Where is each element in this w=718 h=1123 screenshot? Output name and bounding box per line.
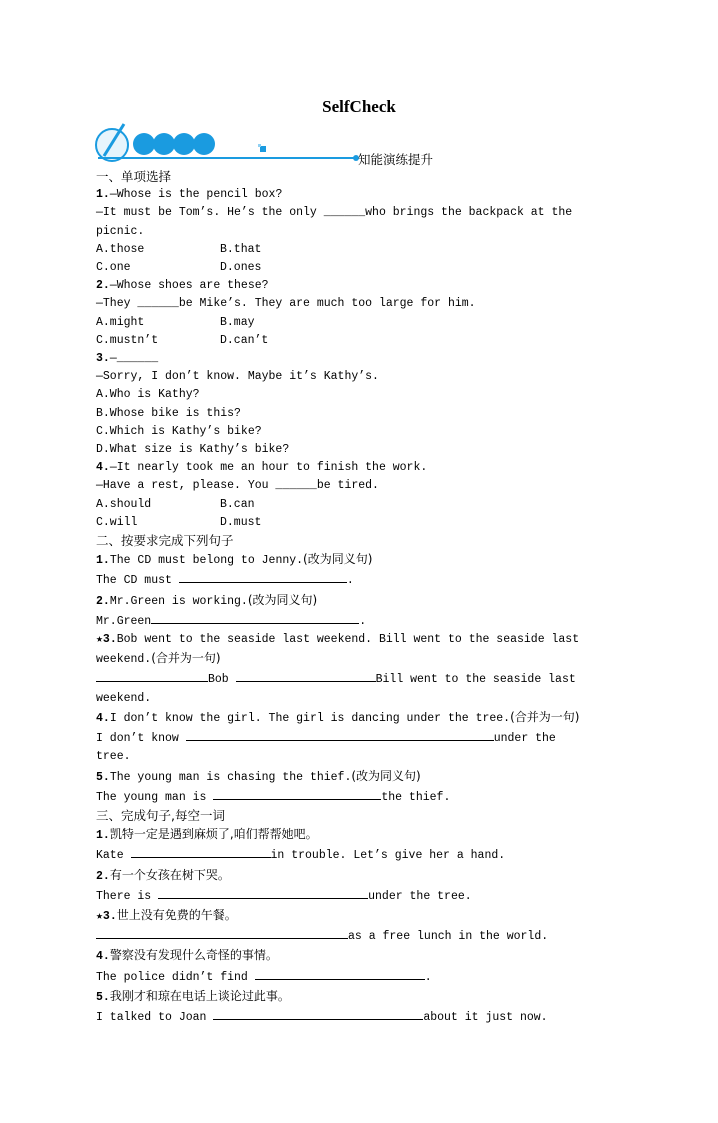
s2-item3-answer-end: weekend.	[96, 691, 152, 705]
s2-item3-prompt: ★3.Bob went to the seaside last weekend. Bill went to the seaside last	[96, 633, 580, 647]
answer-blank[interactable]	[96, 669, 208, 682]
banner-dot-1	[133, 133, 155, 155]
answer-blank[interactable]	[213, 787, 381, 800]
q2-reply: —They ______be Mike’s. They are much too large for him.	[96, 297, 476, 311]
section-1-heading: 一、单项选择	[96, 169, 172, 184]
q3-reply: —Sorry, I don’t know. Maybe it’s Kathy’s.	[96, 370, 379, 384]
q2-options-cd: C.mustn’t D.can’t	[96, 333, 269, 347]
s3-item4-answer: The police didn’t find .	[96, 967, 608, 987]
q4-reply: —Have a rest, please. You ______be tired.	[96, 479, 379, 493]
q3-option-d: D.What size is Kathy’s bike?	[96, 443, 290, 457]
q1-options-ab: A.those B.that	[96, 242, 262, 256]
q3-option-a: A.Who is Kathy?	[96, 388, 200, 402]
q3-prompt: 3.—______	[96, 352, 159, 366]
answer-blank[interactable]	[213, 1007, 423, 1020]
s2-item3-prompt-end: weekend.(合并为一句)	[96, 651, 221, 667]
banner-square-small	[258, 144, 261, 147]
s2-item4-prompt: 4.I don’t know the girl. The girl is dancing under the tree.(合并为一句)	[96, 709, 580, 725]
banner-label: 知能演练提升	[358, 152, 434, 167]
s2-item5-prompt: 5.The young man is chasing the thief.(改为同义句)	[96, 768, 421, 784]
s3-item3-answer: as a free lunch in the world.	[96, 926, 608, 946]
s2-item1-prompt: 1.The CD must belong to Jenny.(改为同义句)	[96, 552, 373, 568]
q1-prompt: 1.—Whose is the pencil box?	[96, 188, 283, 202]
q4-prompt: 4.—It nearly took me an hour to finish the work.	[96, 461, 428, 475]
q4-options-cd: C.will D.must	[96, 515, 262, 529]
s2-item5-answer: The young man is the thief.	[96, 787, 608, 807]
q1-options-cd: C.one D.ones	[96, 261, 262, 275]
s3-item1-answer: Kate in trouble. Let’s give her a hand.	[96, 845, 608, 865]
s3-item2-answer: There is under the tree.	[96, 886, 608, 906]
s3-item1-prompt: 1.凯特一定是遇到麻烦了,咱们帮帮她吧。	[96, 827, 318, 843]
s3-item5-answer: I talked to Joan about it just now.	[96, 1007, 608, 1027]
answer-blank[interactable]	[236, 669, 376, 682]
s3-item2-prompt: 2.有一个女孩在树下哭。	[96, 867, 230, 883]
answer-blank[interactable]	[179, 570, 347, 583]
answer-blank[interactable]	[255, 967, 425, 980]
q2-prompt: 2.—Whose shoes are these?	[96, 279, 269, 293]
q3-option-c: C.Which is Kathy’s bike?	[96, 424, 262, 438]
answer-blank[interactable]	[158, 886, 368, 899]
s2-item4-answer: I don’t know under the	[96, 728, 608, 748]
answer-blank[interactable]	[151, 611, 359, 624]
s2-item3-answer: Bob Bill went to the seaside last	[96, 669, 608, 689]
s2-item2-answer: Mr.Green .	[96, 611, 608, 631]
s2-item4-answer-end: tree.	[96, 750, 131, 764]
q3-option-b: B.Whose bike is this?	[96, 406, 241, 420]
section-3-heading: 三、完成句子,每空一词	[96, 807, 225, 823]
page-title: SelfCheck	[322, 97, 396, 116]
s3-item5-prompt: 5.我刚才和琼在电话上谈论过此事。	[96, 988, 290, 1004]
s2-item1-answer: The CD must .	[96, 570, 608, 590]
q1-reply: —It must be Tom’s. He’s the only ______who brings the backpack at the	[96, 206, 573, 220]
answer-blank[interactable]	[186, 728, 494, 741]
q1-reply-end: picnic.	[96, 224, 145, 238]
answer-blank[interactable]	[96, 926, 348, 939]
s2-item2-prompt: 2.Mr.Green is working.(改为同义句)	[96, 592, 318, 608]
banner-dot-2	[153, 133, 175, 155]
worksheet-content	[96, 168, 608, 1027]
s3-item4-prompt: 4.警察没有发现什么奇怪的事情。	[96, 948, 278, 964]
section-2-heading: 二、按要求完成下列句子	[96, 533, 234, 549]
q4-options-ab: A.should B.can	[96, 497, 255, 511]
section-banner	[94, 120, 494, 170]
banner-dot-3	[173, 133, 195, 155]
q2-options-ab: A.might B.may	[96, 315, 255, 329]
banner-dot-4	[193, 133, 215, 155]
answer-blank[interactable]	[131, 845, 271, 858]
s3-item3-prompt: ★3.世上没有免费的午餐。	[96, 907, 237, 923]
